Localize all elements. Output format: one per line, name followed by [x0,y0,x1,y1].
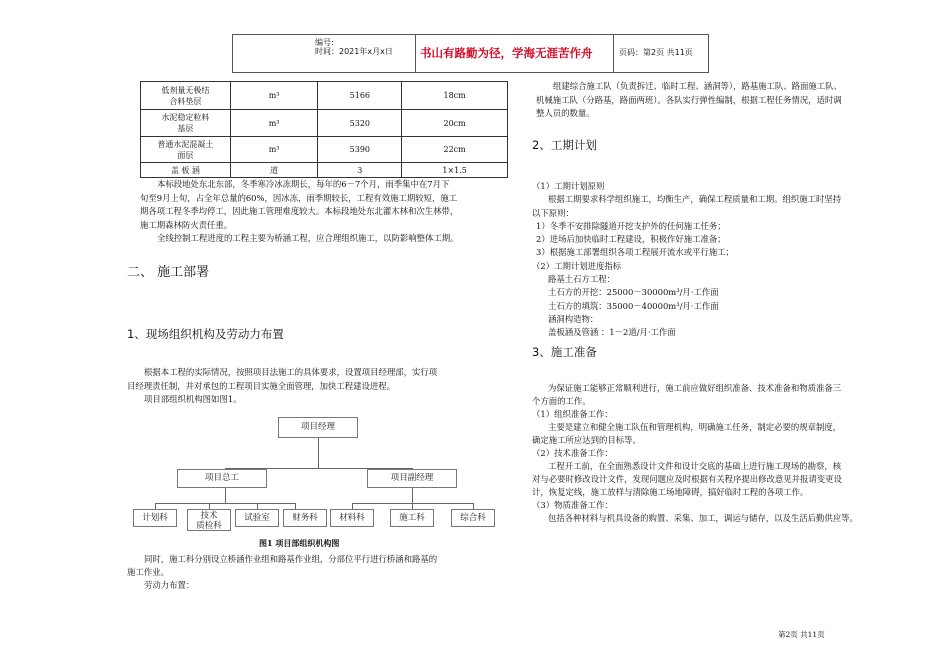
header-time: 时间：2021年x月x日 [315,47,393,56]
preparation-section [532,382,858,525]
table-cell-unit: m³ [230,137,318,163]
table-cell-qty: 5390 [318,137,402,163]
table-cell-qty: 5320 [318,110,402,137]
text-line: （1）组织准备工作： [532,409,613,419]
org-box-tech-qc-dept [187,509,231,531]
table-cell-unit: m³ [230,82,318,110]
table-cell-item: 基层 [177,124,194,133]
table-cell-unit: m³ [230,110,318,137]
text-line: 施工作业。 [127,567,169,577]
text-line: （2）技术准备工作： [532,448,613,458]
left-paragraph-2: 全线控制工程进度的工程主要为桥涵工程，应合理组织施工，以防影响整体工期。 [157,233,459,244]
org-box-lab: 试验室 [235,509,279,527]
table-cell-item: 盖 板 涵 [170,165,200,175]
figure-caption: 图1 项目部组织机构图 [259,538,340,548]
table-row [141,110,508,137]
org-box-construction-dept: 施工科 [390,509,434,527]
text-line: 项目部组织机构图如图1。 [144,394,242,405]
right-paragraph-1 [536,80,842,121]
text-line: 为保证施工能够正常顺利进行，施工前应做好组织准备、技术准备和物质准备三 [548,383,842,393]
org-box-chief-engineer: 项目总工 [177,469,267,488]
text-line: 机械施工队（分路基，路面两班）。各队实行弹性编制，根据工程任务情况，适时调 [536,94,842,105]
text-line: 根据工期要求科学组织施工，均衡生产，确保工程质量和工期。组织施工时坚持 [548,194,842,205]
table-cell-unit: 道 [230,163,318,178]
subsection-heading: 2、工期计划 [532,138,597,152]
text-line: （3）物质准备工作： [532,500,613,510]
connector-line [225,488,226,503]
text-line: 对与必要时修改设计文件，发现问题应及时根据有关程序提出修改意见并报请变更设 [532,474,842,484]
text-line: 组建综合施工队（负责拆迁、临时工程、涵洞等），路基施工队、路面施工队、 [553,81,842,91]
org-box-manager: 项目经理 [278,417,358,438]
table-cell-thickness: 1×1.5 [402,163,508,178]
connector-line [318,438,319,468]
list-item: 盖板涵及管涵 ：1－2道/月·工作面 [548,327,676,338]
header-motto: 书山有路勤为径，学海无涯苦作舟 [420,46,593,60]
table-row [141,163,508,178]
text-line: 工程开工前，在全面熟悉设计文件和设计交底的基础上进行施工现场的勘察，核 [548,461,842,471]
text-line: 包括各种材料与机具设备的购置、采集、加工，调运与储存，以及生活后勤供应等。 [548,513,858,523]
text-line: 同时，施工科分别设立桥涵作业组和路基作业组，分部位平行进行桥涵和路基的 [144,554,438,564]
list-item: 1）冬季不安排除隧道开挖支护外的任何施工任务； [536,220,726,231]
text-line: 根据本工程的实际情况，按照项目法施工的具体要求，设置项目经理部，实行项 [144,367,438,377]
text-line: 确定施工所应达到的目标等。 [532,435,641,445]
org-box-plan-dept: 计划科 [133,509,177,527]
subsection-heading: 3、施工准备 [532,345,597,359]
schedule-section [532,180,841,340]
list-item: 涵洞构造物： [548,313,599,324]
header-page-info: 页码：第2页 共11页 [619,48,693,57]
header-meta-cell [233,35,416,72]
table-cell-thickness: 18cm [402,82,508,110]
list-item: 土石方的开挖：25000－30000m³/月·工作面 [548,287,719,298]
text-line: 主要是建立和健全施工队伍和管理机构，明确施工任务，制定必要的规章制度， [548,422,842,432]
text-line: 目经理责任制，并对承包的工程项目实施全面管理，加快工程建设进程。 [127,380,395,391]
table-cell-thickness: 22cm [402,137,508,163]
left-paragraph-3 [127,366,437,407]
text-line: 个方面的工作。 [532,396,591,406]
org-box-deputy-manager: 项目副经理 [367,469,457,488]
table-cell-item: 水泥稳定粒料 [161,113,210,122]
text-line: （1）工期计划原则 [532,181,605,191]
table-cell-qty: 5166 [318,82,402,110]
left-paragraph-5 [127,553,437,592]
page-footer: 第2页 共11页 [778,630,825,639]
list-item: 3）根据施工部署组织各项工程展开流水或平行施工； [536,247,734,258]
page-header [232,34,709,73]
header-number-label: 编号: [315,38,334,47]
list-item: 路基土石方工程： [548,274,615,285]
text-line: （2）工期计划进度指标 [532,260,622,271]
org-box-label: 技术 [200,511,218,521]
list-item: 土石方的填筑：35000－40000m³/月·工作面 [548,300,719,311]
text-line: 旬至9月上旬，占全年总量的60%，因冰冻，雨季期较长，工程有效施工期较短，施工 [140,192,458,203]
text-line: 劳动力布置： [144,580,195,590]
text-line: 计，恢复定线，施工放样与清除施工场地障碍，搞好临时工程的各项工作。 [532,487,809,497]
org-box-general-dept: 综合科 [451,509,495,527]
table-row [141,82,508,110]
table-cell-item: 普通水泥混凝土 [157,139,214,149]
connector-line [155,503,295,504]
list-item: 2）进场后加快临时工程建设，积极作好施工准备； [536,234,726,245]
org-chart [125,410,495,548]
text-line: 施工期森林防火责任重。 [140,219,233,230]
section-heading: 二、 施工部署 [127,265,210,280]
subsection-heading: 1、现场组织机构及劳动力布置 [127,327,284,341]
org-box-finance-dept: 财务科 [283,509,327,527]
connector-line [412,488,413,503]
table-cell-thickness: 20cm [402,110,508,137]
table-cell-item: 低剂量无极结 [161,85,210,95]
table-cell-item: 面层 [177,150,194,160]
table-cell-qty: 3 [318,163,402,178]
table-row [141,137,508,163]
text-line: 本标段地处东北东部，冬季寒冷冰冻期长，每年的6－7个月，雨季集中在7月下 [157,179,450,189]
text-line: 以下原则： [532,207,574,218]
text-line: 期各项工程冬季均停工，因此施工管理难度较大。本标段地处东北灌木林和次生林带， [140,206,459,217]
header-motto-cell [415,35,614,72]
text-line: 整人员的数量。 [536,108,595,119]
table-cell-item: 合料垫层 [169,96,202,106]
org-box-material-dept: 材料科 [330,509,374,527]
quantity-table [140,81,508,178]
left-paragraph-1 [140,178,459,246]
org-box-label: 质检科 [196,521,222,531]
